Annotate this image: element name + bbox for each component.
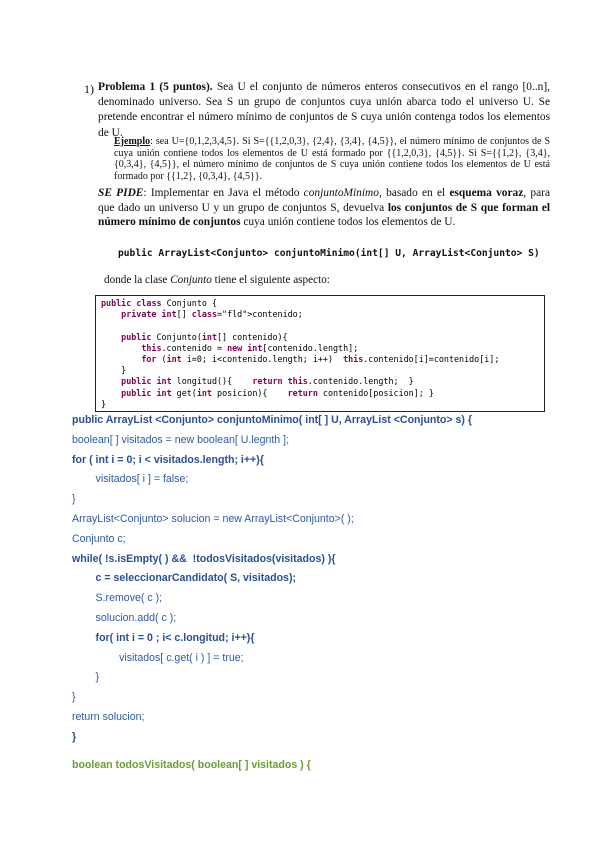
solution-line: boolean[ ] visitados = new boolean[ U.legnth ]; [72,433,290,446]
class-code-line: this.contenido = new int[contenido.length]; [141,342,359,353]
solution-line: for ( int i = 0; i < visitados.length; i++){ [72,453,264,466]
class-code-line: public class Conjunto { [101,298,217,308]
task-bold-2: los conjuntos de S que forman el número mínimo de conjuntos [98,201,550,229]
example-label: Ejemplo [114,136,151,147]
solution-line: Conjunto c; [72,532,126,545]
class-code-line: public int longitud(){ return this.contenido.length; } [121,376,414,387]
problem-number: 1) [84,82,94,96]
task-paragraph [98,186,550,230]
solution-line: } [72,493,76,506]
solution-line: ArrayList<Conjunto> solucion = new ArrayList<Conjunto>( ); [72,513,354,525]
task-bold-1: esquema voraz [449,187,524,199]
class-code-line: public int get(int posicion){ return contenido[posicion]; } [121,387,434,398]
task-label: SE PIDE [98,187,144,199]
solution-line: solucion.add( c ); [72,612,177,624]
class-code-line: for (int i=0; i<contenido.length; i++) this.contenido[i]=contenido[i]; [141,354,500,364]
solution-line: visitados[ c.get( i ) ] = true; [72,651,244,664]
class-intro [104,274,330,286]
solution-line: } [72,730,77,743]
solution-line: } [72,691,76,704]
method-signature: public ArrayList<Conjunto> conjuntoMinimo(int[] U, ArrayList<Conjunto> S) [118,248,540,259]
solution-line: for( int i = 0 ; i< c.longitud; i++){ [72,631,255,644]
solution-line: public ArrayList <Conjunto> conjuntoMinimo( int[ ] U, ArrayList <Conjunto> s) { [72,414,473,426]
task-text-3: , para que dado un universo U y un grupo de conjuntos S, devuelva [98,187,550,214]
class-code-line: private int[] class="fld">contenido; [121,309,303,320]
solution-line: visitados[ i ] = false; [72,473,189,486]
example-paragraph [114,136,550,182]
solution-helper-signature: boolean todosVisitados( boolean[ ] visitados ) { [72,758,311,771]
solution-line: } [72,671,100,684]
task-text-1: : Implementar en Java el método [143,187,304,199]
class-code-line: public Conjunto(int[] contenido){ [121,331,288,342]
problem-title: Problema 1 (5 puntos). [98,81,213,93]
class-code-box [95,295,545,412]
solution-line: return solucion; [72,711,145,723]
problem-intro: Sea U el conjunto de números enteros consecutivos en el rango [0..n], denominado universo. Sea S un grupo de conjuntos cuya unión abarca todo el universo U. Se pretende encontrar el número mínimo de conjuntos de S cuya unión contenga todos los elementos de U. [98,81,550,139]
class-intro-text-2: tiene el siguiente aspecto: [211,274,330,286]
class-intro-text-1: donde la clase [104,274,171,286]
class-code-line: } [101,365,127,376]
class-intro-name: Conjunto [170,274,212,286]
solution-line: while( !s.isEmpty( ) && !todosVisitados(visitados) ){ [72,552,336,565]
task-text-2: , basado en el [378,187,450,199]
problem-statement [98,80,550,141]
class-code-line: } [101,398,107,409]
solution-line: c = seleccionarCandidato( S, visitados); [72,572,297,585]
example-text: : sea U={0,1,2,3,4,5}. Si S={{1,2,0,3}, {2,4}, {3,4}, {4,5}}, el número mínimo de conjuntos de S cuya unión contiene todos los elementos de U está formado por {{1,2,0,3}, {4,5}}. Si S={{1,2}, {3,4}, {0,3,4}, {4,5}}, el número mínimo de conjuntos de S cuya unión contiene todos los elementos de U está formado por {{1,2}, {0,3,4}, {4,5}}. [114,136,550,182]
task-method: conjuntoMinimo [303,187,379,199]
task-text-4: cuya unión contiene todos los elementos de U. [240,216,456,229]
solution-line: S.remove( c ); [72,592,163,605]
